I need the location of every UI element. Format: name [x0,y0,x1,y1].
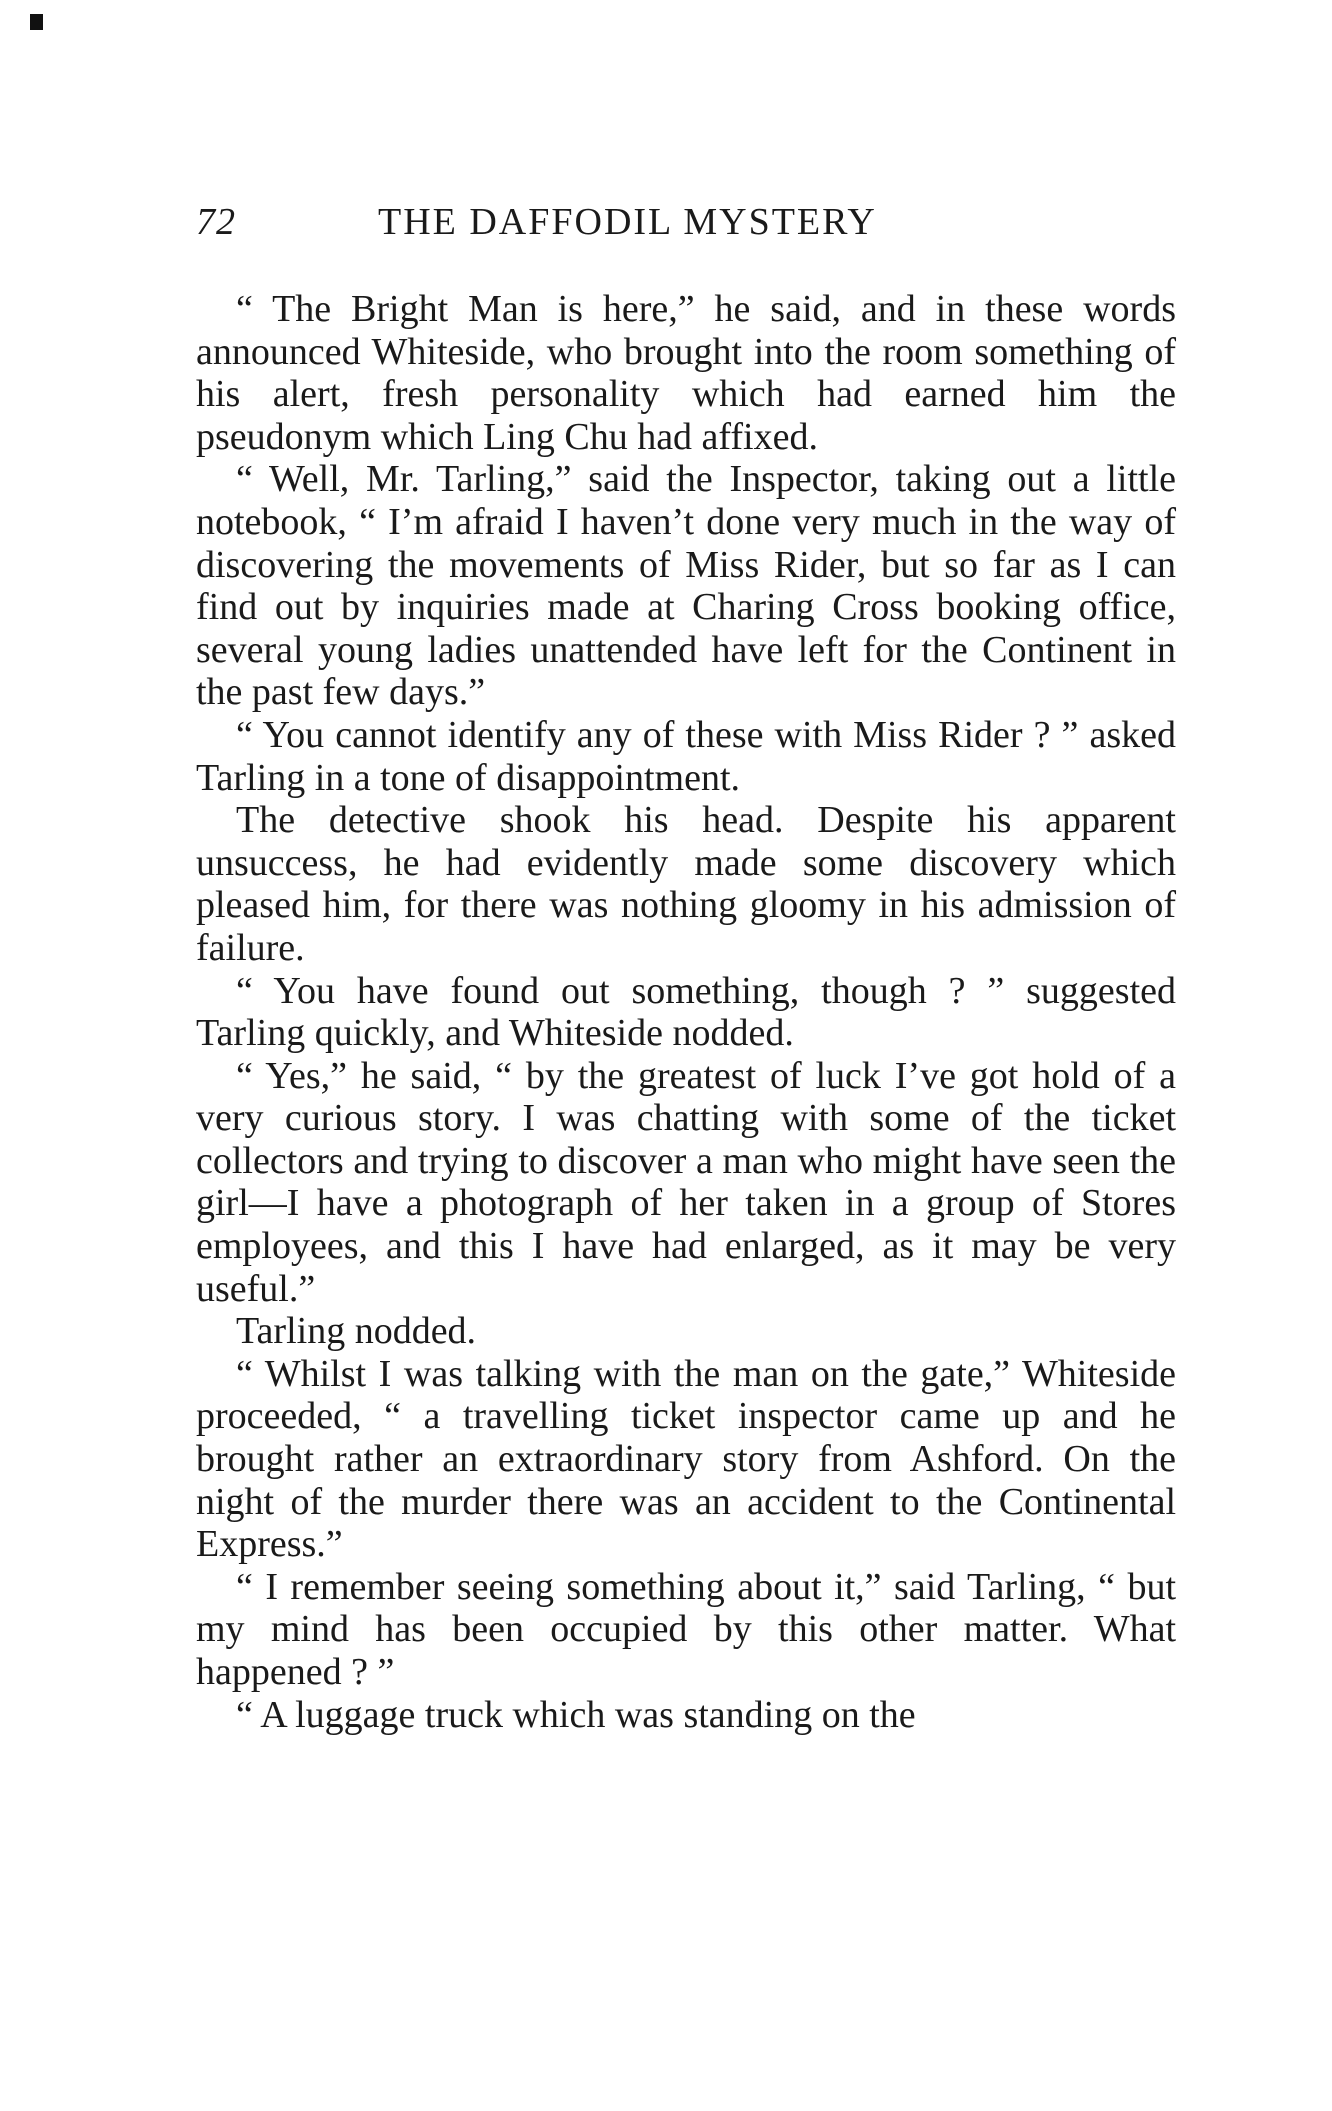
paragraph: The detective shook his head. Despite his apparent unsuccess, he had evidently made some discovery which pleased him, for there was nothing gloomy in his admission of failure. [196,799,1176,969]
corner-mark [30,14,43,30]
paragraph: “ I remember seeing something about it,” said Tarling, “ but my mind has been occupied by this other matter. What happened ? ” [196,1565,1176,1693]
paragraph: “ Yes,” he said, “ by the greatest of luck I’ve got hold of a very curious story. I was chatting with some of the ticket collectors and trying to discover a man who might have seen the girl—I have a photograph of her taken in a group of Stores employees, and this I have had enlarged, as it may be very useful.” [196,1054,1176,1310]
running-title: THE DAFFODIL MYSTERY [378,201,877,243]
page-number: 72 [196,201,236,243]
paragraph: “ You cannot identify any of these with Miss Rider ? ” asked Tarling in a tone of disappointment. [196,713,1176,799]
paragraph: “ Whilst I was talking with the man on the gate,” Whiteside proceeded, “ a travelling ticket inspector came up and he brought rather an extraordinary story from Ashford. On the night of the murder there was an accident to the Continental Express.” [196,1352,1176,1566]
paragraph: “ You have found out something, though ? ” suggested Tarling quickly, and Whiteside nodded. [196,969,1176,1055]
page-header [196,200,1176,244]
paragraph: “ A luggage truck which was standing on the [236,1693,916,1736]
paragraph: “ Well, Mr. Tarling,” said the Inspector, taking out a little notebook, “ I’m afraid I haven’t done very much in the way of discovering the movements of Miss Rider, but so far as I can find out by inquiries made at Charing Cross booking office, several young ladies unattended have left for the Continent in the past few days.” [196,458,1176,714]
paragraph: Tarling nodded. [236,1310,477,1353]
paragraph: “ The Bright Man is here,” he said, and in these words announced Whiteside, who brought into the room something of his alert, fresh personality which had earned him the pseudonym which Ling Chu had affixed. [196,288,1176,458]
body-text [196,288,1176,1736]
